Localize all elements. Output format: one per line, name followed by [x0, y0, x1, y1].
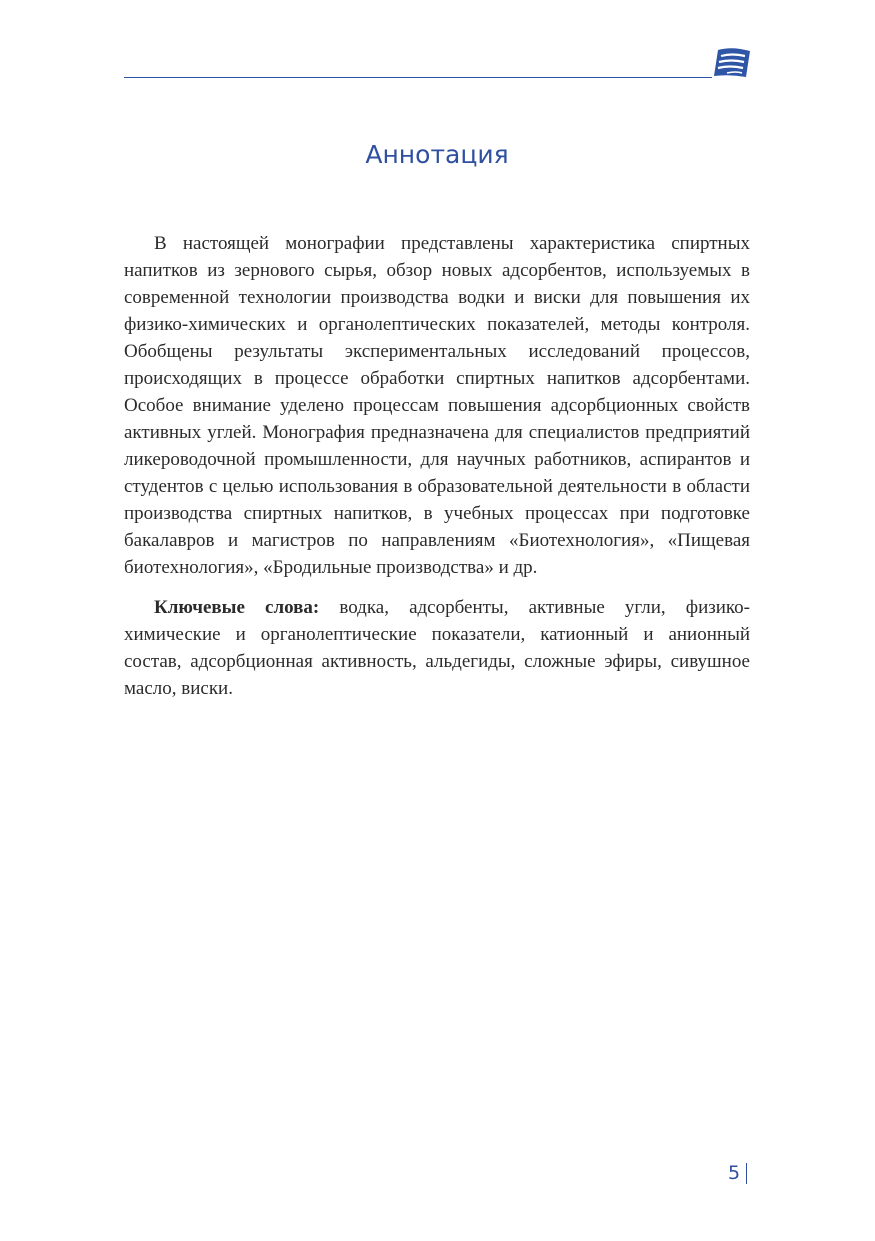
abstract-paragraph: В настоящей монографии представлены характеристика спиртных напитков из зернового сырья, обзор новых адсорбентов, используемых в современной технологии производства водки и виски для повышения их физико-химических и органолептических показателей, методы контроля. Обобщены результаты экспериментальных исследований процессов, происходящих в процессе обработки спиртных напитков адсорбентами. Особое внимание уделено процессам повышения адсорбционных свойств активных углей. Монография предназначена для специалистов предприятий ликероводочной промышленности, для научных работников, аспирантов и студентов с целью использования в образовательной деятельности в области производства спиртных напитков, в учебных процессах при подготовке бакалавров и магистров по направлениям «Биотехнология», «Пищевая биотехнология», «Бродильные производства» и др. [124, 233, 750, 578]
page-title: Аннотация [365, 140, 509, 169]
book-stack-logo-icon [712, 47, 752, 79]
keywords-text: водка, адсорбенты, активные угли, физико-химические и органолептические показатели, катионный и анионный состав, адсорбционная активность, альдегиды, сложные эфиры, сивушное масло, виски. [124, 597, 751, 699]
header-rule [124, 77, 712, 78]
page-number-bar [746, 1163, 747, 1184]
page-number: 5 [728, 1162, 741, 1184]
keywords-paragraph [124, 594, 750, 702]
keywords-label: Ключевые слова: [154, 597, 320, 618]
abstract-body [124, 230, 750, 702]
